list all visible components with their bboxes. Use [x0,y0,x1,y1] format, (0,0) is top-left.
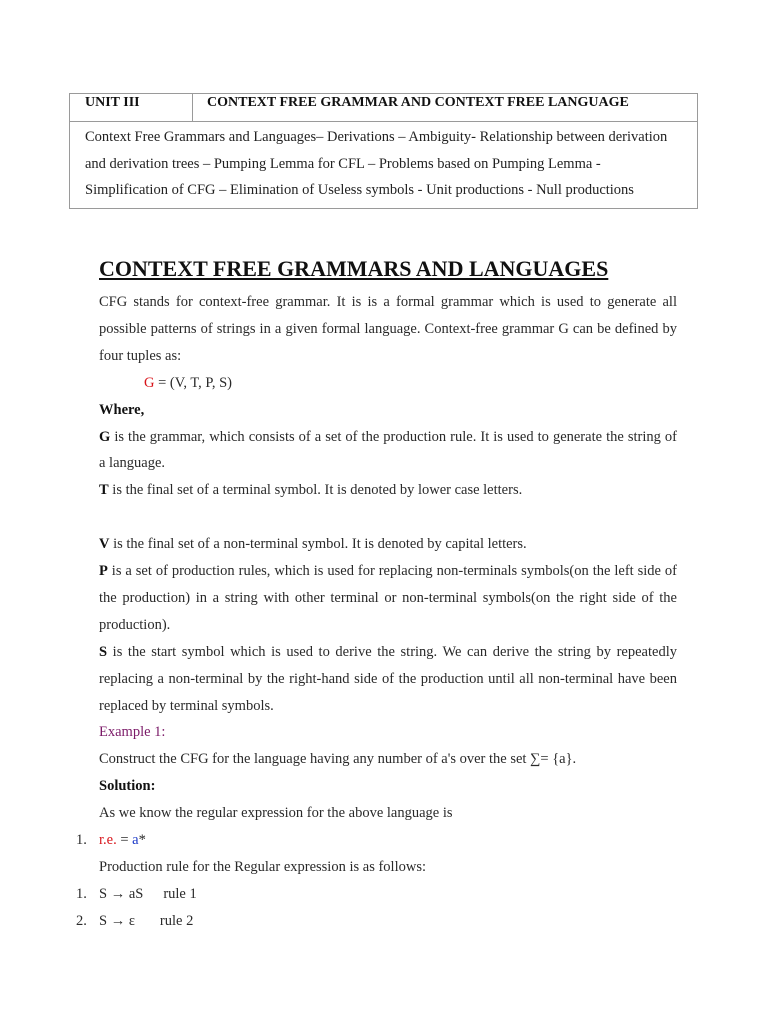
term-g: G [99,428,111,445]
tuple-equation [99,370,677,397]
where-label: Where, [99,401,145,418]
definition-g-text: is the grammar, which consists of a set of the production rule. It is used to generate the string of a language. [99,428,677,472]
main-content [76,252,677,935]
definition-v-text: is the final set of a non-terminal symbol. It is denoted by capital letters. [109,536,527,553]
section-title: CONTEXT FREE GRAMMARS AND LANGUAGES [99,256,609,281]
regex-intro: As we know the regular expression for the above language is [99,805,453,822]
unit-number: UNIT III [70,94,193,121]
production-text: S → aS [99,885,144,902]
definition-p-text: is a set of production rules, which is used for replacing non-terminals symbols(on the left side of the production) in a string with other terminal or non-terminal symbols(on the right side of the production). [99,563,677,633]
equation-symbol: G [144,374,155,391]
intro-paragraph: CFG stands for context-free grammar. It is is a formal grammar which is used to generate all possible patterns of strings in a given formal language. Context-free grammar G can be defined by four tuples as: [99,294,677,364]
definition-p [99,558,677,639]
unit-header-row [70,94,697,122]
solution-label: Solution: [99,778,156,795]
definition-s-text: is the start symbol which is used to derive the string. We can derive the string by repeatedly replacing a non-terminal by the right-hand side of the production until all non-terminal have been replaced by terminal symbols. [99,643,677,714]
term-t: T [99,482,109,499]
definition-v [99,531,677,558]
unit-title: CONTEXT FREE GRAMMAR AND CONTEXT FREE LANGUAGE [207,95,629,110]
unit-topics-line: Simplification of CFG – Elimination of Useless symbols - Unit productions - Null productions [85,182,634,198]
production-rule-item [76,908,677,935]
unit-topics [70,122,697,208]
regex-lhs: r.e. [99,832,117,849]
definition-t-text: is the final set of a terminal symbol. It is denoted by lower case letters. [108,482,523,499]
production-text: S → ε [99,912,135,929]
regex-eq: = [116,832,133,849]
definition-s [99,639,677,720]
production-rule-item [76,881,677,908]
list-number: 1. [76,885,87,902]
regex-line [76,827,677,854]
term-p: P [99,563,108,580]
example-label: Example 1: [99,724,166,741]
blank-line [99,504,677,531]
list-number: 2. [76,912,87,929]
definition-g [99,424,677,478]
unit-topics-line: and derivation trees – Pumping Lemma for CFL – Problems based on Pumping Lemma - [85,155,601,172]
example-question: Construct the CFG for the language having any number of a's over the set ∑= {a}. [99,751,577,768]
term-v: V [99,536,110,553]
unit-table [69,93,698,209]
term-s: S [99,643,108,660]
list-number: 1. [76,832,87,849]
rule-label: rule 2 [159,912,194,929]
regex-a: a [132,832,139,849]
definition-t [99,477,677,504]
production-intro: Production rule for the Regular expression is as follows: [99,859,426,876]
rule-label: rule 1 [163,885,197,902]
unit-topics-line: Context Free Grammars and Languages– Derivations – Ambiguity- Relationship between derivation [85,129,668,145]
equation-rest: = (V, T, P, S) [154,374,232,391]
regex-star: * [138,832,146,849]
